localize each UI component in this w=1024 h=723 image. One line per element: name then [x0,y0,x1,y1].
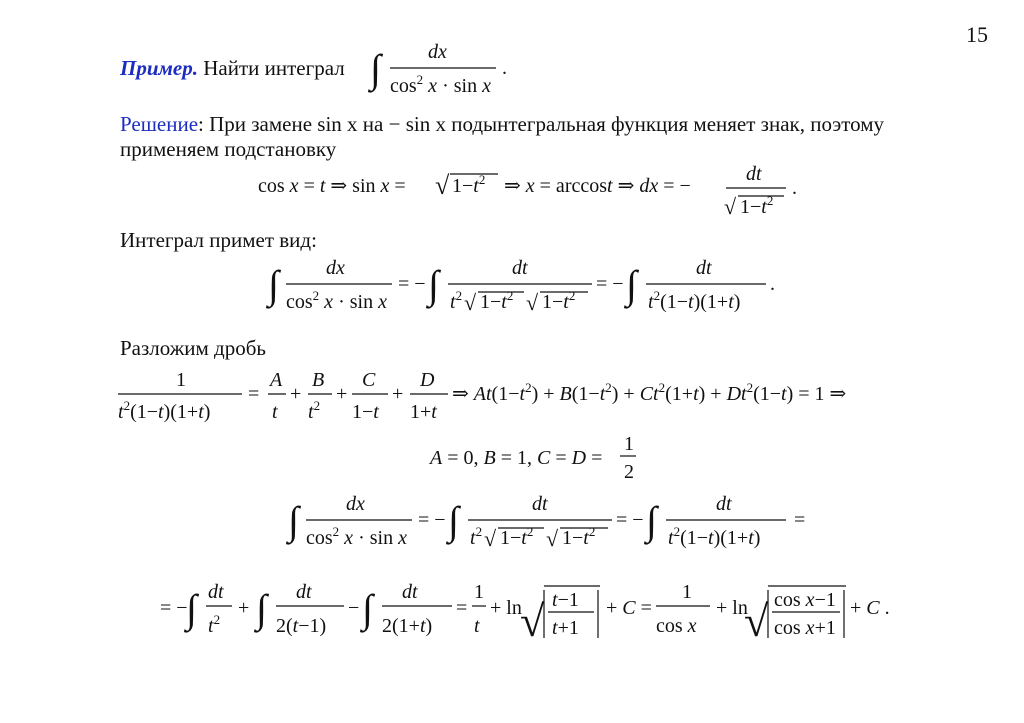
svg-text:+: + [238,597,250,619]
svg-text:dt: dt [512,257,528,279]
svg-text:√: √ [435,171,450,200]
svg-text:t2: $t^2$ [470,524,483,549]
svg-text:1+t: 1+t [410,401,437,423]
svg-text:dt: dt [208,581,224,603]
svg-text:+: + [336,383,348,405]
svg-text:2(t−1): 2(t−1) [276,615,327,637]
svg-text:1: 1 [176,369,186,391]
svg-text:∫: ∫ [448,498,459,543]
example-heading [120,56,345,81]
svg-text:+ ln: + ln [490,597,522,619]
svg-text:t+1: t+1 [552,617,579,639]
svg-text:= −: = − [160,597,188,619]
svg-text:√: √ [724,194,737,219]
svg-text:√: √ [464,290,477,315]
svg-text:dt: dt [696,257,712,279]
svg-text:cos x+1: cos x+1 [774,617,836,639]
svg-text:C: C [362,369,376,391]
svg-text:cos2 x · sin x: $\cos^2 x \cdot \sin x$ [390,72,491,97]
svg-text:1−t2: $1-t^2$ [562,524,596,549]
svg-text:1: 1 [624,433,634,455]
svg-text:∫: ∫ [256,586,267,631]
svg-text:+: + [290,383,302,405]
svg-text:cos x−1: cos x−1 [774,589,836,611]
svg-text:cos2 x · sin x: $\cos^2 x \cdot \sin x$ [286,288,387,313]
svg-text:t−1: t−1 [552,589,579,611]
integral-repeat [288,488,848,556]
svg-text:t2(1−t)(1+t): $t^2(1-t)(1+t)$ [648,288,741,313]
coefficients [430,432,650,488]
svg-text:dt: dt [746,163,762,185]
decompose-text: Разложим дробь [120,336,266,360]
svg-text:B: B [312,369,325,391]
svg-text:∫: ∫ [646,498,657,543]
svg-text:dt: dt [532,493,548,515]
partial-fractions [118,364,958,436]
svg-text:= −: = − [596,273,624,295]
svg-text:1−t2: $1-t^2$ [480,288,514,313]
svg-text:2(1+t): 2(1+t) [382,615,433,637]
svg-text:∫: ∫ [362,586,373,631]
svg-text:= −: = − [398,273,426,295]
svg-text:A = 0, B = 1, C = D =: A = 0, B = 1, C = D = [430,447,603,469]
svg-text:−: − [348,597,360,619]
svg-text:1−t2: $1-t^2$ [740,193,774,218]
svg-text:t2: $t^2$ [208,612,221,637]
svg-text:+: + [392,383,404,405]
svg-text:∫: ∫ [186,586,197,631]
svg-text:dt: dt [716,493,732,515]
svg-text:∫: ∫ [370,46,381,91]
svg-text:⇒ At(1−t2) + B(1−t2) + Ct2(1+t: ⇒ $At(1-t^2) + B(1-t^2) + Ct^2(1+t) + Dt^2(1-t) = 1$ ⇒ [452,380,847,405]
svg-text:D: D [420,369,435,391]
svg-text:√: √ [520,597,545,646]
svg-text:=: = [456,597,468,619]
svg-text:t2(1−t)(1+t): $t^2(1-t)(1+t)$ [118,398,211,423]
svg-text:dx: dx [326,257,345,279]
svg-text:1: 1 [682,581,692,603]
svg-text:cos x = t ⇒ sin x =: cos x = t ⇒ sin x = [258,175,406,197]
svg-text:dx: dx [346,493,365,515]
solution-text-1: : При замене sin x на − sin x подынтегральная функция меняет знак, поэтому [198,112,885,136]
page-number: 15 [966,22,988,47]
svg-text:2: 2 [624,461,634,483]
solution-label: Решение [120,112,199,136]
svg-text:√: √ [546,526,559,551]
svg-text:+ C .: + C . [850,597,890,619]
svg-text:A: A [270,369,283,391]
svg-text:∫: ∫ [268,262,279,307]
svg-text:+ C =: + C = [606,597,652,619]
svg-text:t: t [474,615,480,637]
svg-text:1: 1 [474,581,484,603]
svg-text:=: = [248,383,260,405]
svg-text:t2(1−t)(1+t): $t^2(1-t)(1+t)$ [668,524,761,549]
svg-text:1−t2: $1-t^2$ [542,288,576,313]
svg-text:.: . [502,57,507,79]
svg-text:t2: $t^2$ [308,398,321,423]
example-text: Найти интеграл [203,56,345,80]
svg-text:∫: ∫ [288,498,299,543]
svg-text:dt: dt [296,581,312,603]
svg-text:= −: = − [418,509,446,531]
svg-text:√: √ [526,290,539,315]
solution-line-1 [120,112,884,137]
example-label: Пример. [120,56,198,80]
svg-text:√: √ [484,526,497,551]
svg-text:1−t2: $1-t^2$ [500,524,534,549]
svg-text:1−t: 1−t [352,401,379,423]
svg-text:√: √ [744,597,769,646]
svg-text:t: t [272,401,278,423]
svg-text:.: . [770,273,775,295]
svg-text:= −: = − [616,509,644,531]
integral-form-text: Интеграл примет вид: [120,228,317,252]
substitution-formula [258,158,818,222]
svg-text:dx: dx [428,41,447,63]
svg-text:⇒ x = arccost ⇒ dx = −: ⇒ x = arccost ⇒ dx = − [504,175,691,197]
svg-text:dt: dt [402,581,418,603]
svg-text:.: . [792,177,797,199]
integral-transform [268,252,798,320]
svg-text:=: = [794,509,806,531]
example-integral [368,36,528,106]
svg-text:t2: $t^2$ [450,288,463,313]
solution-line-2: применяем подстановку [120,137,337,161]
final-result [160,574,900,650]
svg-text:+ ln: + ln [716,597,748,619]
svg-text:∫: ∫ [428,262,439,307]
svg-text:cos x: cos x [656,615,697,637]
svg-text:1−t2: $1-t^2$ [452,172,486,197]
svg-text:∫: ∫ [626,262,637,307]
svg-text:cos2 x · sin x: $\cos^2 x \cdot \sin x$ [306,524,407,549]
